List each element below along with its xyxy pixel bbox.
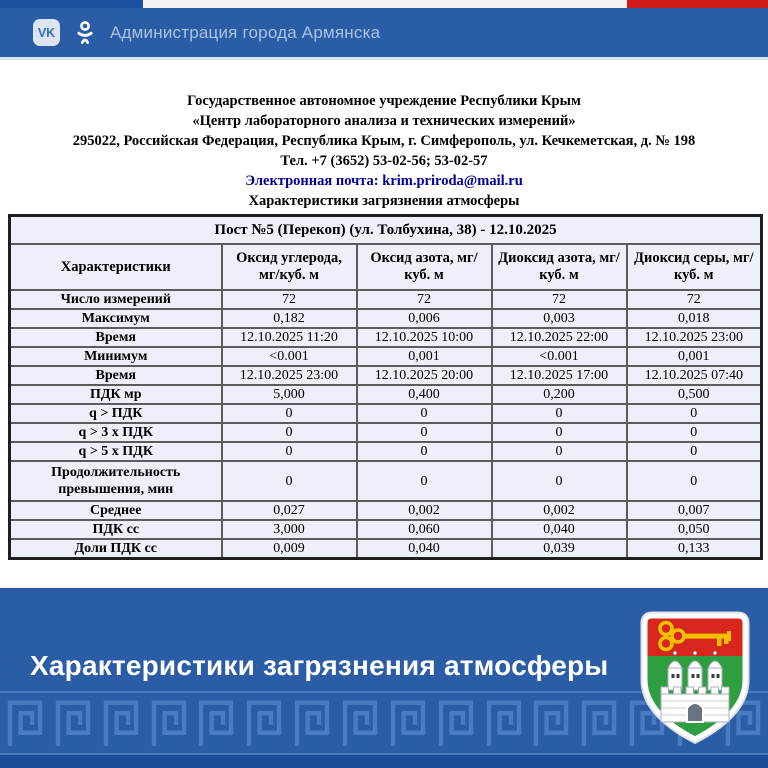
greek-key-motif xyxy=(197,700,235,746)
greek-key-motif xyxy=(437,700,475,746)
table-row xyxy=(10,385,762,404)
cell: 0,133 xyxy=(627,539,762,559)
cell: 0,002 xyxy=(492,501,627,520)
org-name-line1: Государственное автономное учреждение Республики Крым xyxy=(187,93,581,109)
cell: 0 xyxy=(222,461,357,501)
cell: 0,003 xyxy=(492,309,627,328)
cell: 72 xyxy=(492,290,627,309)
cell: 12.10.2025 17:00 xyxy=(492,366,627,385)
cell: 0 xyxy=(492,442,627,461)
greek-key-motif xyxy=(102,700,140,746)
row-label: Число измерений xyxy=(10,290,222,309)
odnoklassniki-icon[interactable] xyxy=(73,19,97,46)
row-label: Продолжительность превышения, мин xyxy=(10,461,222,501)
greek-key-motif xyxy=(341,700,379,746)
table-row xyxy=(10,404,762,423)
cell: 72 xyxy=(357,290,492,309)
flag-blue-segment xyxy=(0,0,143,8)
table-row xyxy=(10,347,762,366)
cell: 0,182 xyxy=(222,309,357,328)
greek-key-motif xyxy=(389,700,427,746)
cell: 0 xyxy=(357,442,492,461)
vk-icon[interactable] xyxy=(33,19,60,46)
document-subtitle: Характеристики загрязнения атмосферы xyxy=(248,193,520,209)
org-letterhead xyxy=(0,60,768,211)
cell: 0 xyxy=(357,461,492,501)
row-label: q > 3 x ПДК xyxy=(10,423,222,442)
org-email-link[interactable]: Электронная почта: krim.priroda@mail.ru xyxy=(245,173,523,189)
cell: 0,500 xyxy=(627,385,762,404)
table-header-row xyxy=(10,244,762,290)
col-header-so2: Диоксид серы, мг/куб. м xyxy=(627,244,762,290)
table-row xyxy=(10,461,762,501)
pollution-table xyxy=(8,214,763,560)
cell: 0,001 xyxy=(627,347,762,366)
ok-icon-glyph xyxy=(73,19,97,46)
org-name-line2: «Центр лабораторного анализа и технических измерений» xyxy=(192,113,576,129)
cell: 0,027 xyxy=(222,501,357,520)
row-label: ПДК сс xyxy=(10,520,222,539)
cell: 0,018 xyxy=(627,309,762,328)
row-label: Максимум xyxy=(10,309,222,328)
row-label: Доли ПДК сс xyxy=(10,539,222,559)
cell: 0 xyxy=(357,423,492,442)
row-label: q > ПДК xyxy=(10,404,222,423)
greek-key-motif xyxy=(532,700,570,746)
flag-white-segment xyxy=(143,0,627,8)
table-caption: Пост №5 (Перекоп) (ул. Толбухина, 38) - 12.10.2025 xyxy=(10,216,762,245)
cell: 5,000 xyxy=(222,385,357,404)
greek-key-motif xyxy=(150,700,188,746)
cell: 12.10.2025 22:00 xyxy=(492,328,627,347)
cell: 0,006 xyxy=(357,309,492,328)
banner-title: Характеристики загрязнения атмосферы xyxy=(30,650,609,681)
cell: 0,050 xyxy=(627,520,762,539)
cell: 72 xyxy=(627,290,762,309)
bottom-strip xyxy=(0,755,768,768)
cell: 0 xyxy=(222,423,357,442)
cell: 0,007 xyxy=(627,501,762,520)
cell: 0 xyxy=(222,404,357,423)
cell: 0 xyxy=(222,442,357,461)
cell: 12.10.2025 23:00 xyxy=(222,366,357,385)
table-row xyxy=(10,290,762,309)
table-row xyxy=(10,366,762,385)
cell: 0 xyxy=(492,404,627,423)
cell: 0,200 xyxy=(492,385,627,404)
table-row xyxy=(10,328,762,347)
cell: 12.10.2025 11:20 xyxy=(222,328,357,347)
flag-red-segment xyxy=(627,0,768,8)
table-row xyxy=(10,423,762,442)
cell: 0,400 xyxy=(357,385,492,404)
row-label: ПДК мр xyxy=(10,385,222,404)
greek-key-motif xyxy=(6,700,44,746)
cell: 0,039 xyxy=(492,539,627,559)
cell: 3,000 xyxy=(222,520,357,539)
cell: <0.001 xyxy=(492,347,627,366)
row-label: Среднее xyxy=(10,501,222,520)
org-address: 295022, Российская Федерация, Республика Крым, г. Симферополь, ул. Кечкеметская, д. № 198 xyxy=(72,133,696,149)
vk-icon-label: VK xyxy=(37,25,56,40)
cell: 0 xyxy=(492,423,627,442)
greek-key-motif xyxy=(580,700,618,746)
table-caption-row xyxy=(10,216,762,245)
cell: <0.001 xyxy=(222,347,357,366)
russian-flag-stripe xyxy=(0,0,768,8)
document-card xyxy=(0,57,768,588)
cell: 72 xyxy=(222,290,357,309)
row-label: Минимум xyxy=(10,347,222,366)
col-header-characteristics: Характеристики xyxy=(10,244,222,290)
cell: 0 xyxy=(357,404,492,423)
armyansk-coat-of-arms xyxy=(634,610,756,744)
table-row xyxy=(10,309,762,328)
footer-banner xyxy=(0,588,768,768)
greek-key-motif xyxy=(485,700,523,746)
table-row xyxy=(10,442,762,461)
cell: 0,040 xyxy=(357,539,492,559)
cell: 0 xyxy=(627,404,762,423)
cell: 0 xyxy=(627,442,762,461)
table-row xyxy=(10,501,762,520)
cell: 12.10.2025 10:00 xyxy=(357,328,492,347)
greek-key-motif xyxy=(245,700,283,746)
cell: 12.10.2025 07:40 xyxy=(627,366,762,385)
table-row xyxy=(10,520,762,539)
cell: 0 xyxy=(627,423,762,442)
cell: 0 xyxy=(627,461,762,501)
social-header-bar xyxy=(0,8,768,57)
greek-key-motif xyxy=(54,700,92,746)
org-phone: Тел. +7 (3652) 53-02-56; 53-02-57 xyxy=(280,153,488,169)
col-header-no: Оксид азота, мг/куб. м xyxy=(357,244,492,290)
col-header-co: Оксид углерода, мг/куб. м xyxy=(222,244,357,290)
row-label: Время xyxy=(10,328,222,347)
greek-key-motif xyxy=(293,700,331,746)
cell: 0,001 xyxy=(357,347,492,366)
table-row xyxy=(10,539,762,559)
row-label: q > 5 x ПДК xyxy=(10,442,222,461)
cell: 0 xyxy=(492,461,627,501)
cell: 0,060 xyxy=(357,520,492,539)
cell: 0,040 xyxy=(492,520,627,539)
row-label: Время xyxy=(10,366,222,385)
page-title: Администрация города Армянска xyxy=(110,22,381,42)
cell: 0,002 xyxy=(357,501,492,520)
col-header-no2: Диоксид азота, мг/куб. м xyxy=(492,244,627,290)
cell: 12.10.2025 20:00 xyxy=(357,366,492,385)
cell: 0,009 xyxy=(222,539,357,559)
cell: 12.10.2025 23:00 xyxy=(627,328,762,347)
